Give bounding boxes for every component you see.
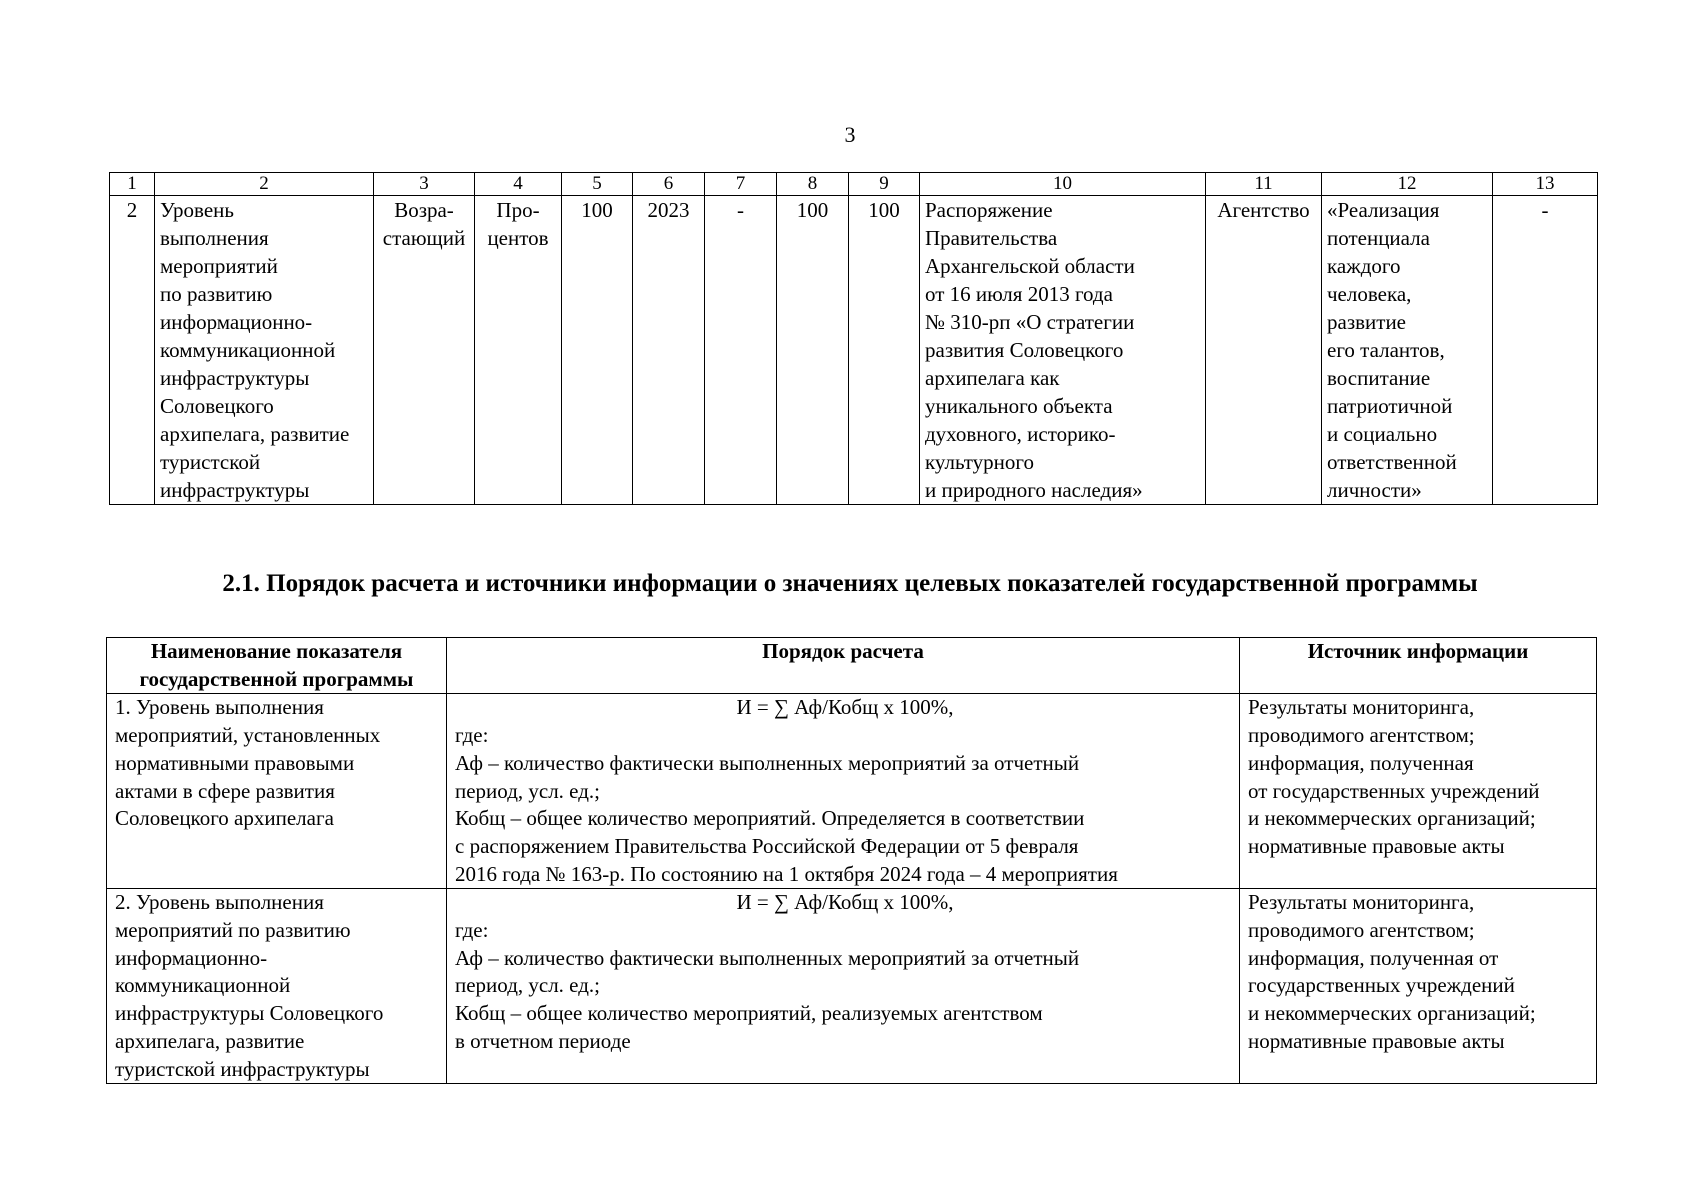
column-number: 2 xyxy=(155,173,374,196)
column-number: 3 xyxy=(374,173,475,196)
column-number: 13 xyxy=(1493,173,1598,196)
column-number: 11 xyxy=(1206,173,1322,196)
basis-document: Распоряжение Правительства Архангельской области от 16 июля 2013 года № 310-рп «О стратегии развития Соловецкого архипелага как уникального объекта духовного, историко- культурного и природного наследия» xyxy=(920,196,1206,505)
column-number: 5 xyxy=(562,173,633,196)
table-row xyxy=(107,889,1597,1084)
header-calculation-method: Порядок расчета xyxy=(447,638,1240,694)
table-row xyxy=(107,694,1597,889)
header-row xyxy=(107,638,1597,694)
calculation-table xyxy=(106,637,1597,1084)
column-number: 4 xyxy=(475,173,562,196)
table-row xyxy=(110,196,1598,505)
column-number-row xyxy=(110,173,1598,196)
header-information-source: Источник информации xyxy=(1240,638,1597,694)
column-number: 7 xyxy=(705,173,777,196)
value-cell: - xyxy=(705,196,777,505)
column-number: 12 xyxy=(1322,173,1493,196)
indicators-table xyxy=(109,172,1598,505)
column-number: 10 xyxy=(920,173,1206,196)
column-number: 6 xyxy=(633,173,705,196)
value-cell: 100 xyxy=(849,196,920,505)
calculation-method xyxy=(447,889,1240,1084)
formula: И = ∑ Аф/Кобщ х 100%, xyxy=(736,695,954,720)
header-indicator-name: Наименование показателя государственной программы xyxy=(107,638,447,694)
responsible-executor: Агентство xyxy=(1206,196,1322,505)
column-number: 1 xyxy=(110,173,155,196)
method-description: где: Аф – количество фактически выполненных мероприятий за отчетный период, усл. ед.; Кобщ – общее количество мероприятий, реализуемых агентством в отчетном периоде xyxy=(455,918,1080,1053)
indicator-name: 2. Уровень выполнения мероприятий по развитию информационно- коммуникационной инфраструктуры Соловецкого архипелага, развитие туристской инфраструктуры xyxy=(107,889,447,1084)
base-year: 2023 xyxy=(633,196,705,505)
column-number: 8 xyxy=(777,173,849,196)
indicator-unit: Про- центов xyxy=(475,196,562,505)
method-description: где: Аф – количество фактически выполненных мероприятий за отчетный период, усл. ед.; Кобщ – общее количество мероприятий. Определяется в соответствии с распоряжением Правительства Российской Федерации от 5 февраля 2016 года № 163-р. По состоянию на 1 октября 2024 года – 4 мероприятия xyxy=(455,723,1118,886)
national-goal: «Реализация потенциала каждого человека, развитие его талантов, воспитание патриотичной и социально ответственной личности» xyxy=(1322,196,1493,505)
information-source: Результаты мониторинга, проводимого агентством; информация, полученная от государственных учреждений и некоммерческих организаций; нормативные правовые акты xyxy=(1240,889,1597,1084)
value-cell: - xyxy=(1493,196,1598,505)
calculation-method xyxy=(447,694,1240,889)
column-number: 9 xyxy=(849,173,920,196)
page-number: 3 xyxy=(844,122,856,147)
section-title: 2.1. Порядок расчета и источники информации о значениях целевых показателей государственной программы xyxy=(222,570,1478,597)
row-number: 2 xyxy=(110,196,155,505)
indicator-direction: Возра- стающий xyxy=(374,196,475,505)
value-cell: 100 xyxy=(777,196,849,505)
formula: И = ∑ Аф/Кобщ х 100%, xyxy=(736,890,954,915)
indicator-name: 1. Уровень выполнения мероприятий, установленных нормативными правовыми актами в сфере развития Соловецкого архипелага xyxy=(107,694,447,889)
base-value: 100 xyxy=(562,196,633,505)
indicator-name: Уровень выполнения мероприятий по развитию информационно- коммуникационной инфраструктуры Соловецкого архипелага, развитие туристской инфраструктуры xyxy=(155,196,374,505)
information-source: Результаты мониторинга, проводимого агентством; информация, полученная от государственных учреждений и некоммерческих организаций; нормативные правовые акты xyxy=(1240,694,1597,889)
